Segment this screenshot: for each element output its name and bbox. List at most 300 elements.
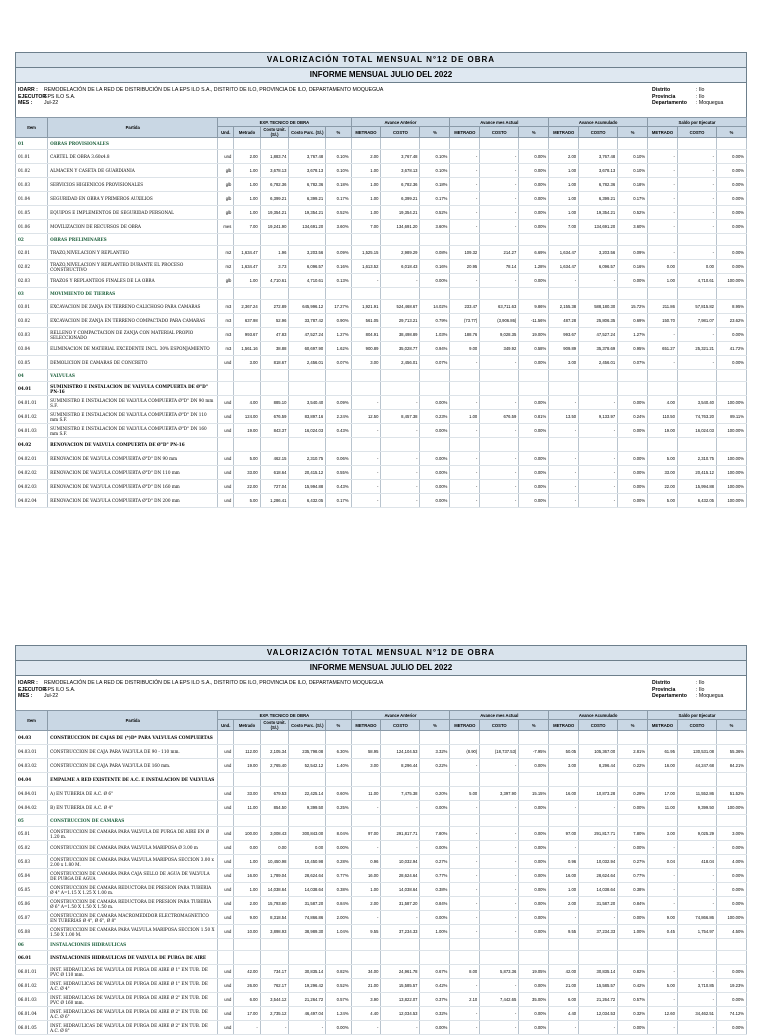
col-saldo-metrado: METRADO [648, 127, 678, 138]
costo-unit-cell: 4,710.61 [260, 274, 289, 288]
saldo-costo-cell: - [677, 150, 716, 164]
actual-pct-cell: 0.00% [519, 869, 549, 883]
table-row [16, 382, 747, 396]
col-group-actual: Avance mes Actual [450, 711, 549, 720]
item-code-cell: 02.03 [16, 274, 48, 288]
actual-pct-cell: 15.15% [519, 787, 549, 801]
metrado-cell: 2.00 [234, 150, 260, 164]
item-code-cell: 04.01.02 [16, 410, 48, 424]
acumulado-costo-cell: 134,691.20 [579, 220, 618, 234]
anterior-costo-cell: 3,678.13 [381, 164, 420, 178]
empty-cell [579, 382, 618, 396]
acumulado-costo-cell: - [579, 466, 618, 480]
col-und: Und. [218, 720, 234, 731]
empty-cell [351, 731, 381, 745]
anterior-pct-cell: 1.00% [420, 925, 450, 939]
pct-cell: 1.62% [326, 342, 351, 356]
page-gap [0, 540, 768, 640]
partida-cell: INST. HIDRAULICAS DE VALVULA DE PURGA DE AIRE Ø 1" EN TUB. DE A.C. Ø 4" [48, 979, 218, 993]
acumulado-pct-cell: 0.00% [618, 841, 648, 855]
empty-cell [381, 773, 420, 787]
saldo-pct-cell: 0.00% [717, 206, 747, 220]
actual-costo-cell: - [480, 801, 519, 815]
empty-cell [549, 815, 579, 827]
table-row [16, 342, 747, 356]
saldo-metrado-cell: 110.50 [648, 410, 678, 424]
item-code-cell: 05 [16, 815, 48, 827]
acumulado-costo-cell: 8,296.44 [579, 759, 618, 773]
empty-cell [420, 438, 450, 452]
empty-cell [260, 773, 289, 787]
col-actual-pct: % [519, 127, 549, 138]
table-row [16, 246, 747, 260]
anterior-metrado-cell: 1.00 [351, 164, 381, 178]
table-row [16, 150, 747, 164]
anterior-costo-cell: - [381, 494, 420, 508]
empty-cell [618, 939, 648, 951]
costo-unit-cell: 19,241.90 [260, 220, 289, 234]
table-row [16, 745, 747, 759]
empty-cell [618, 815, 648, 827]
departamento-value: : Moquegua [696, 693, 724, 699]
table-header-group-row [16, 711, 747, 720]
pct-cell: 0.28% [326, 855, 351, 869]
project-info [15, 676, 747, 710]
actual-pct-cell: 0.58% [519, 342, 549, 356]
costo-parc-cell: 31,587.20 [289, 897, 326, 911]
saldo-costo-cell: - [677, 206, 716, 220]
anterior-metrado-cell: 1,525.15 [351, 246, 381, 260]
acumulado-metrado-cell: 1,634.47 [549, 246, 579, 260]
acumulado-pct-cell: 0.27% [618, 855, 648, 869]
saldo-pct-cell: 0.00% [717, 178, 747, 192]
col-group-anterior: Avance Anterior [351, 711, 450, 720]
empty-cell [579, 731, 618, 745]
actual-costo-cell: (3,906.86) [480, 314, 519, 328]
empty-cell [717, 815, 747, 827]
actual-costo-cell: - [480, 869, 519, 883]
costo-unit-cell: 2,765.40 [260, 759, 289, 773]
anterior-costo-cell: 37,234.33 [381, 925, 420, 939]
metrado-cell: 10.00 [234, 925, 260, 939]
actual-costo-cell: - [480, 274, 519, 288]
unit-cell: glb [218, 192, 234, 206]
partida-cell: SEGURIDAD EN OBRA Y PRIMEROS AUXILIOS [48, 192, 218, 206]
anterior-costo-cell: - [381, 452, 420, 466]
unit-cell: und [218, 993, 234, 1007]
actual-costo-cell: - [480, 1021, 519, 1035]
col-anterior-pct: % [420, 720, 450, 731]
table-row [16, 841, 747, 855]
saldo-costo-cell: - [677, 897, 716, 911]
costo-unit-cell: 3,898.93 [260, 925, 289, 939]
acumulado-metrado-cell: 97.00 [549, 827, 579, 841]
acumulado-metrado-cell: - [549, 480, 579, 494]
table-row [16, 951, 747, 965]
costo-unit-cell: 618.64 [260, 466, 289, 480]
partida-cell: CONSTRUCCION DE CAJA PARA VALVULA DE 90 - 110 mm. [48, 745, 218, 759]
costo-parc-cell: 22,425.14 [289, 787, 326, 801]
costo-unit-cell: 885.10 [260, 396, 289, 410]
acumulado-costo-cell: 10,873.28 [579, 787, 618, 801]
acumulado-metrado-cell: 7.00 [549, 220, 579, 234]
col-group-actual: Avance mes Actual [450, 118, 549, 127]
partida-cell: CONSTRUCCION DE CAMARA PARA VALVULA MARIPOSA Ø 3.00 m [48, 841, 218, 855]
costo-unit-cell: 272.89 [260, 300, 289, 314]
costo-unit-cell: 843.37 [260, 424, 289, 438]
empty-cell [351, 370, 381, 382]
empty-cell [218, 438, 234, 452]
actual-metrado-cell: (73.77) [450, 314, 480, 328]
anterior-costo-cell: 3,767.48 [381, 150, 420, 164]
empty-cell [480, 939, 519, 951]
empty-cell [351, 951, 381, 965]
saldo-costo-cell: 57,815.82 [677, 300, 716, 314]
acumulado-metrado-cell: 9.55 [549, 925, 579, 939]
empty-cell [519, 815, 549, 827]
empty-cell [351, 234, 381, 246]
saldo-costo-cell: 130,531.08 [677, 745, 716, 759]
report-title: VALORIZACIÓN TOTAL MENSUAL N°12 DE OBRA [15, 645, 747, 661]
col-und: Und. [218, 127, 234, 138]
saldo-metrado-cell: - [648, 993, 678, 1007]
costo-unit-cell: 679.53 [260, 787, 289, 801]
partida-cell: INSTALACIONES HIDRAULICAS DE VALVULA DE PURGA DE AIRE [48, 951, 218, 965]
partida-cell: A) EN TUBERIA DE A.C. Ø 6" [48, 787, 218, 801]
anterior-costo-cell: - [381, 480, 420, 494]
saldo-pct-cell: 23.62% [717, 314, 747, 328]
empty-cell [326, 288, 351, 300]
anterior-metrado-cell: 97.00 [351, 827, 381, 841]
pct-cell: 8.04% [326, 827, 351, 841]
unit-cell: und [218, 911, 234, 925]
actual-metrado-cell: - [450, 759, 480, 773]
empty-cell [351, 815, 381, 827]
acumulado-metrado-cell: - [549, 424, 579, 438]
acumulado-metrado-cell: 16.00 [549, 869, 579, 883]
saldo-metrado-cell: 0.04 [648, 855, 678, 869]
anterior-pct-cell: 0.79% [420, 314, 450, 328]
saldo-costo-cell: 4,710.61 [677, 274, 716, 288]
table-row [16, 396, 747, 410]
actual-metrado-cell: 20.95 [450, 260, 480, 274]
partida-cell: TRAZO,NIVELACION Y REPLANTEO [48, 246, 218, 260]
table-row [16, 1007, 747, 1021]
ejecutor-label: EJECUTOR [18, 93, 47, 100]
saldo-pct-cell: 0.00% [717, 192, 747, 206]
saldo-pct-cell: 19.23% [717, 979, 747, 993]
actual-pct-cell: 6.69% [519, 246, 549, 260]
anterior-metrado-cell: 2.00 [351, 897, 381, 911]
costo-parc-cell: 6,432.05 [289, 494, 326, 508]
saldo-metrado-cell: 16.00 [648, 759, 678, 773]
col-group-acumulado: Avance Acumulado [549, 118, 648, 127]
partida-cell: INST. HIDRAULICAS DE VALVULA DE PURGA DE AIRE Ø 2" EN TUB. DE PVC Ø 160 mm. [48, 993, 218, 1007]
costo-parc-cell: 33,787.42 [289, 314, 326, 328]
actual-costo-cell: 7,442.65 [480, 993, 519, 1007]
acumulado-costo-cell: 3,203.56 [579, 246, 618, 260]
saldo-metrado-cell: 22.00 [648, 480, 678, 494]
acumulado-pct-cell: 0.69% [618, 314, 648, 328]
empty-cell [480, 138, 519, 150]
table-row [16, 883, 747, 897]
empty-cell [618, 773, 648, 787]
empty-cell [234, 382, 260, 396]
col-saldo-pct: % [717, 720, 747, 731]
actual-metrado-cell: - [450, 883, 480, 897]
saldo-pct-cell: 4.50% [717, 925, 747, 939]
acumulado-pct-cell: 0.32% [618, 1007, 648, 1021]
costo-unit-cell: 462.15 [260, 452, 289, 466]
actual-metrado-cell: - [450, 1021, 480, 1035]
col-item: Item [16, 118, 48, 138]
empty-cell [648, 370, 678, 382]
acumulado-costo-cell: 21,264.72 [579, 993, 618, 1007]
actual-pct-cell: 0.00% [519, 841, 549, 855]
saldo-costo-cell: - [677, 192, 716, 206]
costo-unit-cell: 727.04 [260, 480, 289, 494]
provincia-label: Provincia [652, 93, 676, 100]
unit-cell: und [218, 1007, 234, 1021]
actual-pct-cell: 19.05% [519, 965, 549, 979]
anterior-costo-cell: 10,032.94 [381, 855, 420, 869]
table-row [16, 827, 747, 841]
empty-cell [677, 939, 716, 951]
empty-cell [218, 234, 234, 246]
empty-cell [420, 370, 450, 382]
acumulado-costo-cell: - [579, 396, 618, 410]
acumulado-pct-cell: 3.60% [618, 220, 648, 234]
actual-pct-cell: 0.00% [519, 220, 549, 234]
empty-cell [549, 951, 579, 965]
empty-cell [677, 951, 716, 965]
actual-costo-cell: - [480, 452, 519, 466]
costo-unit-cell: 3,008.43 [260, 827, 289, 841]
acumulado-metrado-cell: 42.00 [549, 965, 579, 979]
acumulado-costo-cell: 28,624.64 [579, 869, 618, 883]
acumulado-costo-cell: 12,034.53 [579, 1007, 618, 1021]
empty-cell [717, 288, 747, 300]
item-code-cell: 06.01 [16, 951, 48, 965]
acumulado-pct-cell: 1.27% [618, 328, 648, 342]
table-body [16, 731, 747, 1035]
saldo-costo-cell: 16,024.03 [677, 424, 716, 438]
empty-cell [420, 815, 450, 827]
col-item: Item [16, 711, 48, 731]
empty-cell [218, 951, 234, 965]
acumulado-pct-cell: 0.84% [618, 897, 648, 911]
saldo-metrado-cell: - [648, 178, 678, 192]
actual-metrado-cell: 233.47 [450, 300, 480, 314]
partida-cell: CONSTRUCCION DE CAMARAS [48, 815, 218, 827]
empty-cell [260, 438, 289, 452]
distrito-value: : Ilo [696, 87, 705, 93]
acumulado-metrado-cell: 2,155.38 [549, 300, 579, 314]
pct-cell: 0.43% [326, 480, 351, 494]
table-row [16, 1021, 747, 1035]
partida-cell: VALVULAS [48, 370, 218, 382]
col-group-saldo: Saldo por Ejecutar [648, 118, 747, 127]
metrado-cell: 19.00 [234, 759, 260, 773]
costo-unit-cell: 1,883.74 [260, 150, 289, 164]
empty-cell [260, 234, 289, 246]
empty-cell [289, 288, 326, 300]
partida-cell: SUMINISTRO E INSTALACION DE VALVULA COMPUERTA Ø"D" DN 160 mm S.F. [48, 424, 218, 438]
unit-cell: und [218, 841, 234, 855]
empty-cell [618, 382, 648, 396]
item-code-cell: 05.04 [16, 869, 48, 883]
actual-costo-cell: 214.27 [480, 246, 519, 260]
actual-pct-cell: 0.00% [519, 466, 549, 480]
metrado-cell: 7.00 [234, 220, 260, 234]
actual-metrado-cell: - [450, 925, 480, 939]
pct-cell: 0.10% [326, 150, 351, 164]
acumulado-costo-cell: 25,806.35 [579, 314, 618, 328]
empty-cell [549, 138, 579, 150]
partida-cell: MOVIMIENTO DE TIERRAS [48, 288, 218, 300]
actual-metrado-cell: - [450, 220, 480, 234]
acumulado-pct-cell: 0.38% [618, 883, 648, 897]
anterior-pct-cell: 0.18% [420, 178, 450, 192]
partida-cell: TRAZOS Y REPLANTEOS FINALES DE LA OBRA [48, 274, 218, 288]
pct-cell: 0.57% [326, 993, 351, 1007]
anterior-costo-cell: 31,587.20 [381, 897, 420, 911]
col-group-saldo: Saldo por Ejecutar [648, 711, 747, 720]
metrado-cell: 2,367.24 [234, 300, 260, 314]
unit-cell: und [218, 897, 234, 911]
anterior-costo-cell: - [381, 466, 420, 480]
actual-pct-cell: 0.00% [519, 274, 549, 288]
empty-cell [381, 438, 420, 452]
col-group-anterior: Avance Anterior [351, 118, 450, 127]
actual-metrado-cell: - [450, 979, 480, 993]
empty-cell [218, 731, 234, 745]
col-acumulado-metrado: METRADO [549, 127, 579, 138]
acumulado-metrado-cell: 1.00 [549, 192, 579, 206]
costo-parc-cell: 3,678.13 [289, 164, 326, 178]
actual-metrado-cell: - [450, 274, 480, 288]
anterior-pct-cell: 0.00% [420, 424, 450, 438]
metrado-cell: 26.00 [234, 979, 260, 993]
mes-label: MES : [18, 693, 33, 699]
partida-cell: CONSTRUCCION DE CAMARA REDUCTORA DE PRESION PARA TUBERIA Ø 4" A=1.15 X 1.25 X 1.00 m. [48, 883, 218, 897]
provincia-value: : Ilo [696, 93, 705, 100]
acumulado-metrado-cell: - [549, 452, 579, 466]
acumulado-metrado-cell: - [549, 494, 579, 508]
acumulado-costo-cell: 588,180.30 [579, 300, 618, 314]
anterior-costo-cell: 2,989.29 [381, 246, 420, 260]
anterior-metrado-cell: 34.00 [351, 965, 381, 979]
metrado-cell: 6.00 [234, 993, 260, 1007]
item-code-cell: 01.01 [16, 150, 48, 164]
empty-cell [579, 773, 618, 787]
col-anterior-pct: % [420, 127, 450, 138]
empty-cell [260, 138, 289, 150]
table-row [16, 787, 747, 801]
unit-cell: und [218, 396, 234, 410]
actual-pct-cell: 0.00% [519, 1021, 549, 1035]
anterior-costo-cell: - [381, 424, 420, 438]
anterior-metrado-cell: 7.00 [351, 220, 381, 234]
acumulado-costo-cell: 6,399.21 [579, 192, 618, 206]
anterior-costo-cell: 19,354.21 [381, 206, 420, 220]
pct-cell: 0.07% [326, 356, 351, 370]
actual-pct-cell: 0.00% [519, 150, 549, 164]
empty-cell [648, 382, 678, 396]
actual-costo-cell: 9,028.35 [480, 328, 519, 342]
pct-cell: 0.18% [326, 178, 351, 192]
partida-cell: MOVILIZACION DE RECURSOS DE OBRA [48, 220, 218, 234]
empty-cell [618, 288, 648, 300]
acumulado-pct-cell: 0.29% [618, 787, 648, 801]
actual-metrado-cell: - [450, 150, 480, 164]
acumulado-metrado-cell: - [549, 274, 579, 288]
pct-cell: 0.09% [326, 396, 351, 410]
item-code-cell: 04.03.02 [16, 759, 48, 773]
saldo-pct-cell: 51.52% [717, 787, 747, 801]
saldo-metrado-cell: 5.00 [648, 979, 678, 993]
pct-cell: 0.06% [326, 452, 351, 466]
anterior-pct-cell: 1.03% [420, 328, 450, 342]
acumulado-metrado-cell: 487.28 [549, 314, 579, 328]
col-saldo-costo: COSTO [677, 720, 716, 731]
acumulado-metrado-cell: - [549, 841, 579, 855]
saldo-pct-cell: 0.00% [717, 150, 747, 164]
costo-parc-cell: 52,542.12 [289, 759, 326, 773]
actual-metrado-cell: - [450, 164, 480, 178]
empty-cell [234, 234, 260, 246]
actual-pct-cell: 0.00% [519, 192, 549, 206]
acumulado-costo-cell: 6,096.57 [579, 260, 618, 274]
metrado-cell: 11.00 [234, 801, 260, 815]
anterior-costo-cell: 35,028.77 [381, 342, 420, 356]
anterior-metrado-cell: 1,613.52 [351, 260, 381, 274]
actual-costo-cell: 63,711.63 [480, 300, 519, 314]
partida-cell: INST. HIDRAULICAS DE VALVULA DE PURGA DE AIRE Ø 1" EN TUB. DE PVC Ø 110 mm. [48, 965, 218, 979]
acumulado-pct-cell: 0.00% [618, 396, 648, 410]
empty-cell [579, 939, 618, 951]
empty-cell [260, 731, 289, 745]
empty-cell [450, 773, 480, 787]
empty-cell [326, 234, 351, 246]
acumulado-costo-cell: 6,782.36 [579, 178, 618, 192]
anterior-metrado-cell: - [351, 466, 381, 480]
saldo-metrado-cell: 150.70 [648, 314, 678, 328]
empty-cell [450, 138, 480, 150]
pct-cell: 0.16% [326, 260, 351, 274]
empty-cell [289, 731, 326, 745]
metrado-cell: 5.00 [234, 452, 260, 466]
empty-cell [326, 939, 351, 951]
empty-cell [381, 234, 420, 246]
anterior-pct-cell: 0.00% [420, 396, 450, 410]
saldo-costo-cell: - [677, 164, 716, 178]
col-costo-unit: Costo Unit. (S/.) [260, 720, 289, 731]
anterior-costo-cell: - [381, 396, 420, 410]
costo-parc-cell: 60,697.90 [289, 342, 326, 356]
empty-cell [480, 731, 519, 745]
anterior-metrado-cell: 11.00 [351, 787, 381, 801]
empty-cell [648, 815, 678, 827]
costo-parc-cell: 19,296.42 [289, 979, 326, 993]
valuation-table [15, 117, 747, 508]
item-code-cell: 05.06 [16, 897, 48, 911]
item-code-cell: 03.05 [16, 356, 48, 370]
saldo-costo-cell: 44,247.68 [677, 759, 716, 773]
costo-unit-cell: 47.83 [260, 328, 289, 342]
actual-costo-cell: - [480, 494, 519, 508]
pct-cell: 0.00% [326, 1021, 351, 1035]
